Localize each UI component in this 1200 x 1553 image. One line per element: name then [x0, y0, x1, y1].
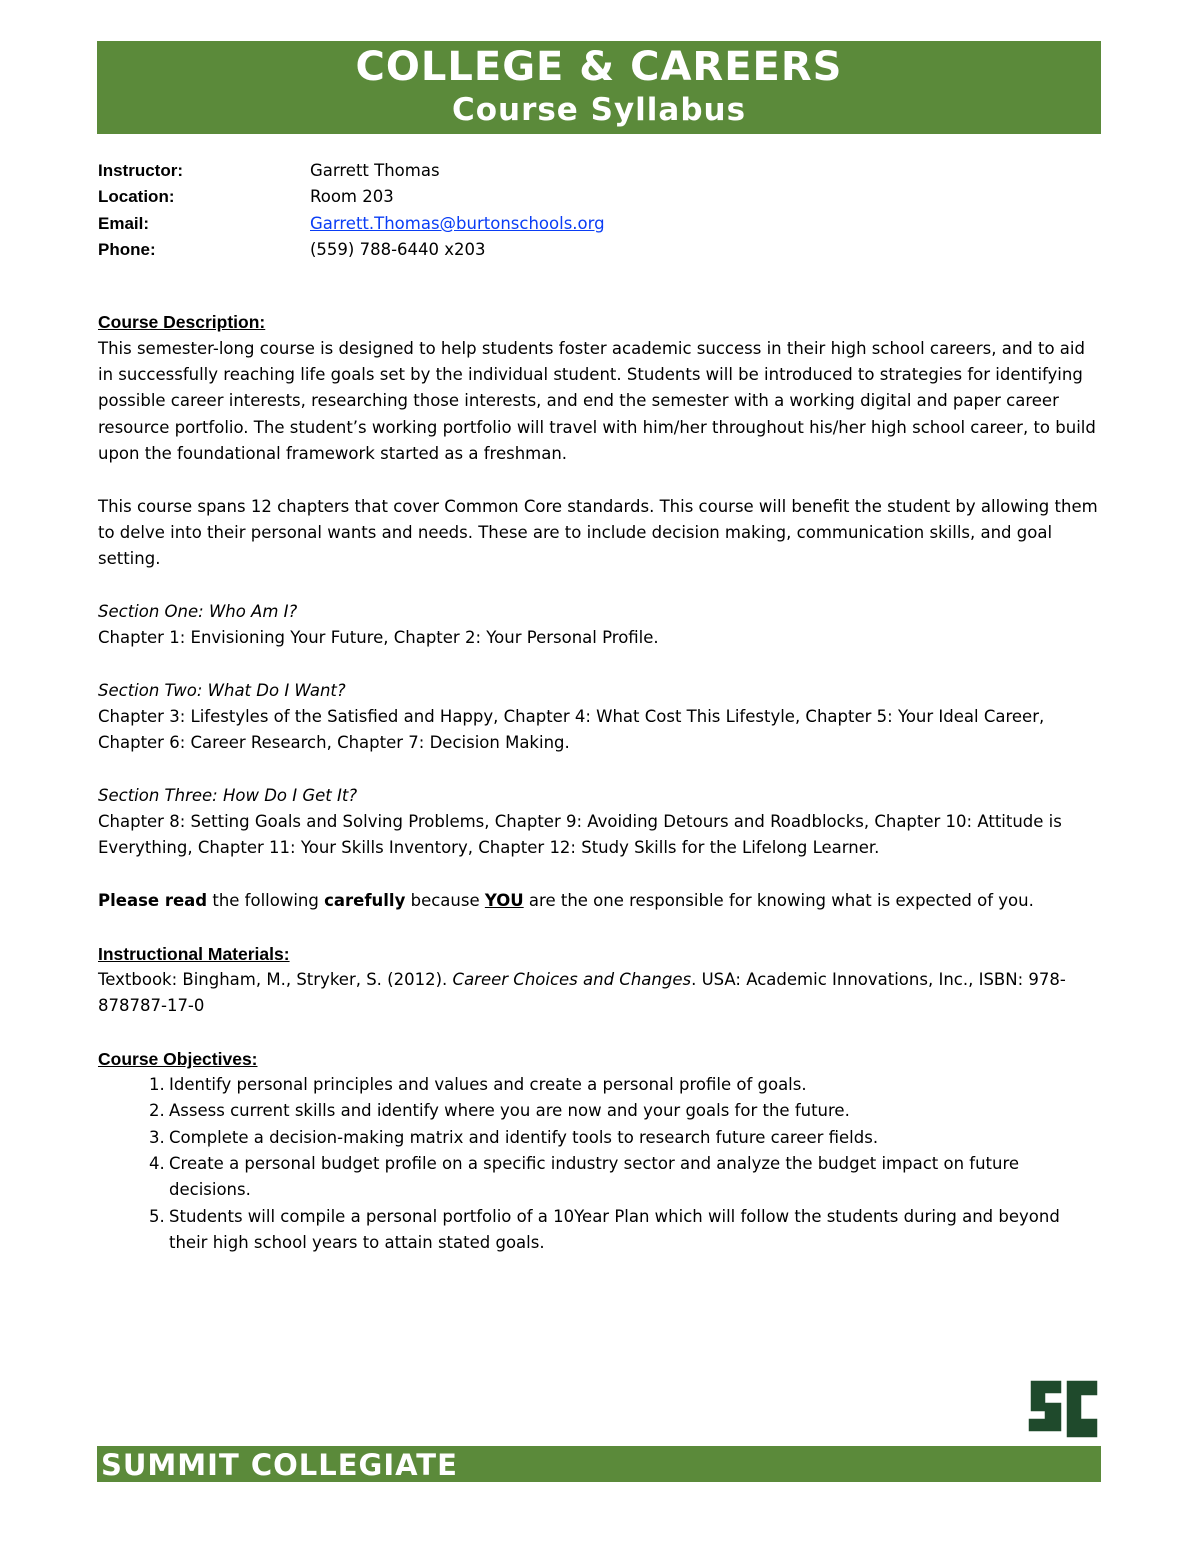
list-item-number: 5. [149, 1206, 165, 1226]
course-objectives-heading: Course Objectives: [98, 1048, 258, 1069]
description-paragraph-2: This course spans 12 chapters that cover Common Core standards. This course will benefit the student by allowing them to delve into their personal wants and needs. These are to include decision making, communication skills, and goal setting. [98, 496, 1098, 569]
instructional-materials-heading: Instructional Materials: [98, 943, 290, 964]
section-two-chapters: Chapter 3: Lifestyles of the Satisfied and Happy, Chapter 4: What Cost This Lifestyle, Chapter 5: Your Ideal Career, Chapter 6: Career Research, Chapter 7: Decision Making. [98, 706, 1045, 753]
location-value: Room 203 [310, 187, 394, 207]
list-item [98, 1151, 1102, 1204]
list-item-text: Complete a decision-making matrix and identify tools to research future career fields. [169, 1127, 879, 1147]
section-one-title: Section One: Who Am I? [98, 601, 298, 621]
notice-carefully: carefully [324, 891, 406, 911]
course-description-heading: Course Description: [98, 312, 266, 333]
instructor-label: Instructor: [98, 161, 183, 180]
email-label: Email: [98, 213, 150, 233]
email-row [98, 211, 1102, 237]
list-item-number: 3. [149, 1127, 165, 1147]
location-label: Location: [98, 187, 175, 207]
objectives-list [98, 1072, 1102, 1256]
responsibility-notice [98, 888, 1102, 914]
notice-text-1: the following [207, 891, 325, 911]
textbook-citation [98, 967, 1102, 1020]
book-title: Career Choices and Changes [452, 969, 692, 989]
email-link[interactable]: Garrett.Thomas@burtonschools.org [310, 213, 605, 233]
contact-info [98, 158, 1102, 263]
notice-please-read: Please read [98, 891, 208, 911]
list-item-number: 4. [149, 1153, 165, 1173]
list-item-text: Identify personal principles and values and create a personal profile of goals. [169, 1075, 807, 1095]
citation-prefix: Textbook: Bingham, M., Stryker, S. (2012). [98, 969, 453, 989]
citation-suffix: . USA: Academic Innovations, Inc., ISBN: 978-878787-17-0 [98, 969, 1066, 1016]
notice-you: YOU [484, 891, 524, 911]
list-item [98, 1125, 1102, 1151]
document-title: COLLEGE & CAREERS [355, 44, 843, 90]
description-paragraph-1: This semester-long course is designed to help students foster academic success in their high school careers, and to aid in successfully reaching life goals set by the individual student. Students will be introduced to strategies for identifying possible career interests, researching those interests, and end the semester with a working digital and paper career resource portfolio. The student’s working portfolio will travel with him/her throughout his/her high school career, to build upon the foundational framework started as a freshman. [98, 338, 1096, 463]
school-logo-icon [1024, 1374, 1102, 1446]
list-item-number: 1. [149, 1075, 165, 1095]
list-item [98, 1072, 1102, 1098]
section-one-chapters: Chapter 1: Envisioning Your Future, Chapter 2: Your Personal Profile. [98, 628, 659, 648]
location-row [98, 184, 1102, 210]
phone-value: (559) 788-6440 x203 [310, 239, 486, 259]
phone-label: Phone: [98, 239, 156, 259]
notice-text-2: because [405, 891, 485, 911]
header-banner [97, 41, 1101, 134]
list-item-number: 2. [149, 1101, 165, 1121]
section-two-title: Section Two: What Do I Want? [98, 680, 346, 700]
list-item-text: Assess current skills and identify where you are now and your goals for the future. [169, 1101, 850, 1121]
list-item [98, 1204, 1102, 1257]
syllabus-body [98, 158, 1102, 1256]
section-three-title: Section Three: How Do I Get It? [98, 785, 358, 805]
school-name: SUMMIT COLLEGIATE [101, 1448, 458, 1482]
notice-text-3: are the one responsible for knowing what is expected of you. [523, 891, 1034, 911]
list-item-text: Students will compile a personal portfolio of a 10Year Plan which will follow the students during and beyond their high school years to attain stated goals. [169, 1206, 1060, 1252]
list-item-text: Create a personal budget profile on a specific industry sector and analyze the budget impact on future decisions. [169, 1153, 1020, 1200]
svg-text:SC: SC [1043, 1408, 1045, 1409]
instructor-row [98, 158, 1102, 184]
instructor-value: Garrett Thomas [310, 161, 440, 180]
section-three-chapters: Chapter 8: Setting Goals and Solving Problems, Chapter 9: Avoiding Detours and Roadblocks, Chapter 10: Attitude is Everything, Chapter 11: Your Skills Inventory, Chapter 12: Study Skills for the Lifelong Learner. [98, 812, 1062, 858]
phone-row [98, 237, 1102, 263]
document-subtitle: Course Syllabus [451, 92, 747, 128]
list-item [98, 1098, 1102, 1124]
